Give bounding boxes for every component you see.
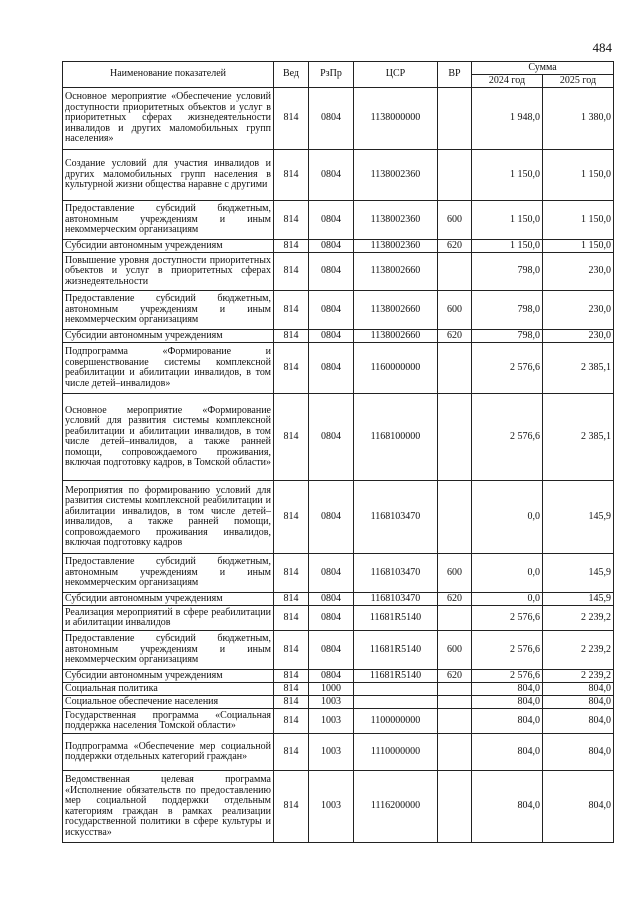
cell-name: Основное мероприятие «Формирование условий для развития системы комплексной реабилитации и абилитации инвалидов, в том числе детей–инвалидов, а также ранней помощи, сопровождаемого проживания, включая подготовку кадров, в Томской области» (63, 394, 274, 481)
cell-name: Субсидии автономным учреждениям (63, 330, 274, 343)
cell-ved: 814 (274, 201, 309, 240)
cell-csr: 1138002660 (354, 291, 438, 330)
cell-csr: 1168100000 (354, 394, 438, 481)
cell-csr: 1116200000 (354, 771, 438, 843)
cell-ved: 814 (274, 240, 309, 253)
cell-s2024: 1 948,0 (472, 88, 543, 150)
cell-s2024: 1 150,0 (472, 201, 543, 240)
page-number: 484 (592, 40, 612, 55)
cell-vr: 620 (438, 240, 472, 253)
table-row (63, 240, 614, 253)
cell-vr: 600 (438, 631, 472, 670)
cell-ved: 814 (274, 291, 309, 330)
table-row (63, 709, 614, 734)
cell-vr (438, 343, 472, 394)
cell-s2024: 804,0 (472, 709, 543, 734)
cell-s2025: 804,0 (543, 709, 614, 734)
cell-rzpr: 0804 (309, 481, 354, 554)
cell-csr: 1138002660 (354, 330, 438, 343)
cell-vr (438, 481, 472, 554)
cell-csr: 1160000000 (354, 343, 438, 394)
header-sum: Сумма (472, 62, 614, 75)
cell-vr (438, 734, 472, 771)
table-body (63, 88, 614, 843)
cell-s2025: 2 385,1 (543, 394, 614, 481)
cell-rzpr: 0804 (309, 88, 354, 150)
cell-s2025: 1 380,0 (543, 88, 614, 150)
cell-s2025: 145,9 (543, 593, 614, 606)
cell-vr (438, 696, 472, 709)
cell-csr: 1168103470 (354, 554, 438, 593)
table-row (63, 253, 614, 291)
cell-s2025: 230,0 (543, 253, 614, 291)
cell-rzpr: 0804 (309, 394, 354, 481)
cell-csr: 1168103470 (354, 593, 438, 606)
cell-vr: 620 (438, 330, 472, 343)
cell-ved: 814 (274, 481, 309, 554)
cell-rzpr: 1000 (309, 683, 354, 696)
cell-s2024: 1 150,0 (472, 150, 543, 201)
cell-csr: 1138000000 (354, 88, 438, 150)
cell-ved: 814 (274, 330, 309, 343)
cell-s2024: 804,0 (472, 683, 543, 696)
header-name: Наименование показателей (63, 62, 274, 88)
table-row (63, 330, 614, 343)
cell-vr (438, 771, 472, 843)
cell-vr: 620 (438, 670, 472, 683)
header-year-2024: 2024 год (472, 75, 543, 88)
cell-csr (354, 683, 438, 696)
table-row (63, 696, 614, 709)
cell-name: Субсидии автономным учреждениям (63, 240, 274, 253)
cell-ved: 814 (274, 771, 309, 843)
cell-vr (438, 150, 472, 201)
cell-rzpr: 0804 (309, 593, 354, 606)
cell-vr: 600 (438, 554, 472, 593)
table-row (63, 593, 614, 606)
cell-ved: 814 (274, 696, 309, 709)
cell-csr (354, 696, 438, 709)
cell-s2024: 1 150,0 (472, 240, 543, 253)
cell-csr: 1110000000 (354, 734, 438, 771)
table-row (63, 631, 614, 670)
table-row (63, 201, 614, 240)
cell-s2025: 2 239,2 (543, 670, 614, 683)
cell-s2024: 0,0 (472, 481, 543, 554)
cell-csr: 1138002360 (354, 150, 438, 201)
cell-ved: 814 (274, 709, 309, 734)
table-row (63, 291, 614, 330)
table-row (63, 683, 614, 696)
cell-ved: 814 (274, 394, 309, 481)
cell-rzpr: 0804 (309, 253, 354, 291)
cell-s2025: 145,9 (543, 481, 614, 554)
cell-name: Мероприятия по формированию условий для развития системы комплексной реабилитации и абилитации инвалидов, в том числе детей–инвалидов, а также ранней помощи, сопровождаемого проживания инвалидов, включая подготовку кадров (63, 481, 274, 554)
cell-vr (438, 709, 472, 734)
cell-ved: 814 (274, 670, 309, 683)
cell-rzpr: 0804 (309, 291, 354, 330)
cell-name: Основное мероприятие «Обеспечение условий доступности приоритетных объектов и услуг в приоритетных сферах жизнедеятельности инвалидов и других маломобильных групп населения» (63, 88, 274, 150)
cell-s2025: 804,0 (543, 683, 614, 696)
cell-name: Субсидии автономным учреждениям (63, 670, 274, 683)
cell-name: Субсидии автономным учреждениям (63, 593, 274, 606)
cell-s2025: 1 150,0 (543, 240, 614, 253)
cell-name: Ведомственная целевая программа «Исполнение обязательств по предоставлению мер социальной поддержки отдельным категориям граждан в рамках реализации государственной политики в сфере культуры и искусства» (63, 771, 274, 843)
budget-table (62, 61, 614, 843)
cell-csr: 1168103470 (354, 481, 438, 554)
cell-s2025: 1 150,0 (543, 150, 614, 201)
cell-ved: 814 (274, 683, 309, 696)
header-vr: ВР (438, 62, 472, 88)
cell-s2024: 798,0 (472, 253, 543, 291)
cell-ved: 814 (274, 631, 309, 670)
cell-vr (438, 88, 472, 150)
cell-s2024: 2 576,6 (472, 631, 543, 670)
cell-rzpr: 0804 (309, 606, 354, 631)
cell-name: Предоставление субсидий бюджетным, автономным учреждениям и иным некоммерческим организациям (63, 631, 274, 670)
cell-csr: 11681R5140 (354, 670, 438, 683)
cell-rzpr: 0804 (309, 240, 354, 253)
header-ved: Вед (274, 62, 309, 88)
cell-name: Государственная программа «Социальная поддержка населения Томской области» (63, 709, 274, 734)
cell-ved: 814 (274, 606, 309, 631)
cell-s2024: 804,0 (472, 771, 543, 843)
cell-name: Подпрограмма «Обеспечение мер социальной поддержки отдельных категорий граждан» (63, 734, 274, 771)
cell-s2024: 804,0 (472, 696, 543, 709)
cell-csr: 1138002660 (354, 253, 438, 291)
cell-s2024: 798,0 (472, 330, 543, 343)
cell-s2025: 2 385,1 (543, 343, 614, 394)
cell-name: Социальная политика (63, 683, 274, 696)
cell-s2024: 0,0 (472, 554, 543, 593)
table-row (63, 734, 614, 771)
cell-s2025: 2 239,2 (543, 631, 614, 670)
table-row (63, 88, 614, 150)
table-row (63, 606, 614, 631)
cell-s2025: 804,0 (543, 771, 614, 843)
cell-ved: 814 (274, 150, 309, 201)
cell-vr: 600 (438, 201, 472, 240)
cell-csr: 1100000000 (354, 709, 438, 734)
cell-rzpr: 0804 (309, 631, 354, 670)
table-row (63, 343, 614, 394)
cell-ved: 814 (274, 734, 309, 771)
cell-s2024: 2 576,6 (472, 343, 543, 394)
cell-ved: 814 (274, 554, 309, 593)
cell-csr: 1138002360 (354, 240, 438, 253)
cell-s2025: 2 239,2 (543, 606, 614, 631)
table-row (63, 670, 614, 683)
cell-s2024: 2 576,6 (472, 606, 543, 631)
cell-s2025: 230,0 (543, 330, 614, 343)
cell-rzpr: 0804 (309, 343, 354, 394)
cell-s2025: 145,9 (543, 554, 614, 593)
cell-name: Создание условий для участия инвалидов и других маломобильных групп населения в культурной жизни общества наравне с другими (63, 150, 274, 201)
cell-name: Реализация мероприятий в сфере реабилитации и абилитации инвалидов (63, 606, 274, 631)
cell-csr: 11681R5140 (354, 606, 438, 631)
table-header (63, 62, 614, 88)
cell-rzpr: 0804 (309, 330, 354, 343)
cell-s2024: 0,0 (472, 593, 543, 606)
cell-vr (438, 683, 472, 696)
cell-ved: 814 (274, 88, 309, 150)
header-year-2025: 2025 год (543, 75, 614, 88)
cell-vr: 600 (438, 291, 472, 330)
cell-csr: 11681R5140 (354, 631, 438, 670)
table-row (63, 554, 614, 593)
cell-s2024: 2 576,6 (472, 394, 543, 481)
cell-csr: 1138002360 (354, 201, 438, 240)
table-row (63, 481, 614, 554)
cell-rzpr: 1003 (309, 709, 354, 734)
cell-rzpr: 0804 (309, 150, 354, 201)
cell-s2025: 804,0 (543, 734, 614, 771)
cell-vr: 620 (438, 593, 472, 606)
cell-name: Предоставление субсидий бюджетным, автономным учреждениям и иным некоммерческим организациям (63, 554, 274, 593)
header-csr: ЦСР (354, 62, 438, 88)
cell-name: Социальное обеспечение населения (63, 696, 274, 709)
cell-rzpr: 1003 (309, 696, 354, 709)
cell-ved: 814 (274, 593, 309, 606)
cell-rzpr: 0804 (309, 670, 354, 683)
cell-name: Повышение уровня доступности приоритетных объектов и услуг в приоритетных сферах жизнедеятельности (63, 253, 274, 291)
cell-s2024: 798,0 (472, 291, 543, 330)
cell-s2025: 1 150,0 (543, 201, 614, 240)
cell-rzpr: 0804 (309, 201, 354, 240)
table-row (63, 150, 614, 201)
table-row (63, 771, 614, 843)
cell-ved: 814 (274, 253, 309, 291)
cell-name: Предоставление субсидий бюджетным, автономным учреждениям и иным некоммерческим организациям (63, 291, 274, 330)
cell-rzpr: 1003 (309, 771, 354, 843)
cell-vr (438, 394, 472, 481)
cell-vr (438, 606, 472, 631)
header-rzpr: РзПр (309, 62, 354, 88)
cell-rzpr: 0804 (309, 554, 354, 593)
cell-s2025: 230,0 (543, 291, 614, 330)
cell-rzpr: 1003 (309, 734, 354, 771)
cell-vr (438, 253, 472, 291)
table-row (63, 394, 614, 481)
cell-s2025: 804,0 (543, 696, 614, 709)
cell-s2024: 2 576,6 (472, 670, 543, 683)
cell-name: Предоставление субсидий бюджетным, автономным учреждениям и иным некоммерческим организациям (63, 201, 274, 240)
cell-s2024: 804,0 (472, 734, 543, 771)
cell-name: Подпрограмма «Формирование и совершенствование системы комплексной реабилитации и абилитации инвалидов, в том числе детей–инвалидов» (63, 343, 274, 394)
cell-ved: 814 (274, 343, 309, 394)
